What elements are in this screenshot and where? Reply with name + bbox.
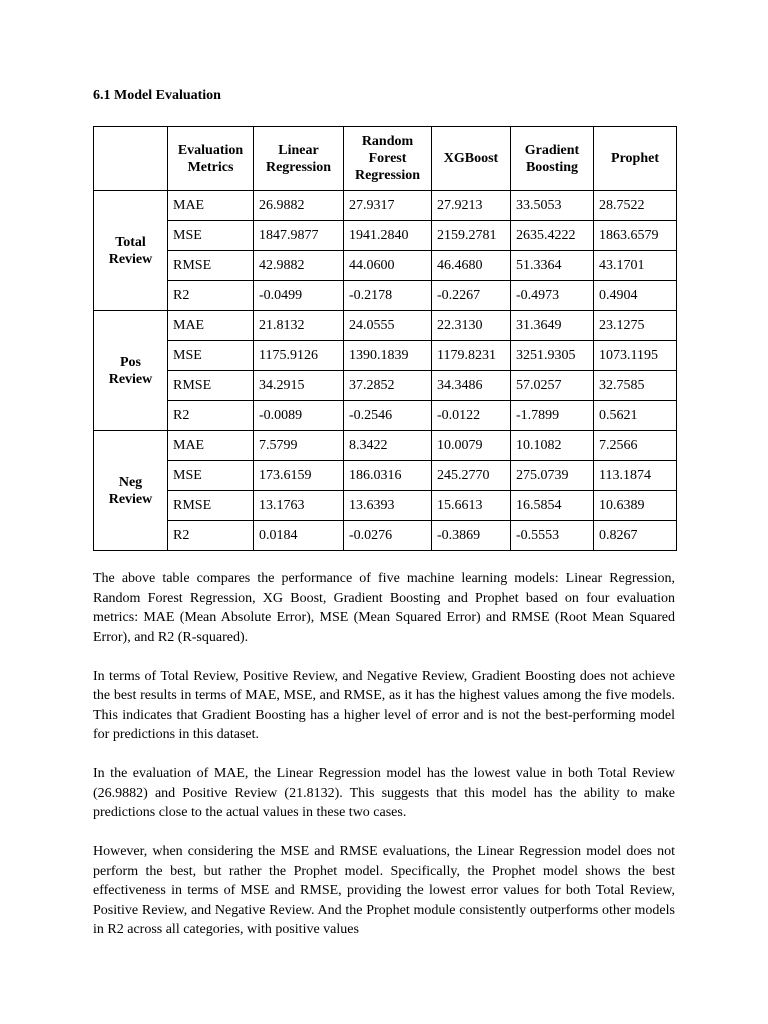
value-cell: 44.0600 xyxy=(344,251,432,281)
table-row xyxy=(94,311,677,341)
metric-cell: MSE xyxy=(168,341,254,371)
value-cell: -0.2546 xyxy=(344,401,432,431)
value-cell: 2635.4222 xyxy=(511,221,594,251)
value-cell: 51.3364 xyxy=(511,251,594,281)
value-cell: 16.5854 xyxy=(511,491,594,521)
metric-cell: MAE xyxy=(168,311,254,341)
value-cell: 42.9882 xyxy=(254,251,344,281)
metric-cell: RMSE xyxy=(168,371,254,401)
value-cell: 13.1763 xyxy=(254,491,344,521)
value-cell: 57.0257 xyxy=(511,371,594,401)
metric-cell: RMSE xyxy=(168,491,254,521)
value-cell: 10.1082 xyxy=(511,431,594,461)
group-label: Neg Review xyxy=(94,431,168,551)
metric-cell: RMSE xyxy=(168,251,254,281)
value-cell: -0.2178 xyxy=(344,281,432,311)
group-label: Pos Review xyxy=(94,311,168,431)
value-cell: -0.0122 xyxy=(432,401,511,431)
value-cell: 1073.1195 xyxy=(594,341,677,371)
value-cell: 10.0079 xyxy=(432,431,511,461)
value-cell: -0.0276 xyxy=(344,521,432,551)
table-header-row xyxy=(94,127,677,191)
value-cell: 46.4680 xyxy=(432,251,511,281)
table-header-cell xyxy=(94,127,168,191)
value-cell: -0.4973 xyxy=(511,281,594,311)
value-cell: 113.1874 xyxy=(594,461,677,491)
value-cell: 21.8132 xyxy=(254,311,344,341)
metric-cell: MAE xyxy=(168,191,254,221)
paragraph: However, when considering the MSE and RMSE evaluations, the Linear Regression model does not perform the best, but rather the Prophet model. Specifically, the Prophet model shows the best effectiveness in terms of MSE and RMSE, providing the lowest error values for both Total Review, Positive Review, and Negative Review. And the Prophet module consistently outperforms other models in R2 across all categories, with positive values xyxy=(93,844,675,937)
value-cell: 10.6389 xyxy=(594,491,677,521)
value-cell: 15.6613 xyxy=(432,491,511,521)
value-cell: 0.5621 xyxy=(594,401,677,431)
table-row xyxy=(94,341,677,371)
paragraph: In the evaluation of MAE, the Linear Regression model has the lowest value in both Total Review (26.9882) and Positive Review (21.8132). This suggests that this model has the ability to make predictions close to the actual values in these two cases. xyxy=(93,766,675,820)
table-row xyxy=(94,251,677,281)
value-cell: -1.7899 xyxy=(511,401,594,431)
value-cell: 13.6393 xyxy=(344,491,432,521)
value-cell: -0.0089 xyxy=(254,401,344,431)
table-header-cell: Prophet xyxy=(594,127,677,191)
metric-cell: MSE xyxy=(168,461,254,491)
table-row xyxy=(94,221,677,251)
value-cell: 27.9213 xyxy=(432,191,511,221)
value-cell: 34.3486 xyxy=(432,371,511,401)
value-cell: -0.0499 xyxy=(254,281,344,311)
table-header-cell: Gradient Boosting xyxy=(511,127,594,191)
section-heading: 6.1 Model Evaluation xyxy=(93,88,221,103)
value-cell: 22.3130 xyxy=(432,311,511,341)
value-cell: 186.0316 xyxy=(344,461,432,491)
table-row xyxy=(94,371,677,401)
value-cell: 31.3649 xyxy=(511,311,594,341)
value-cell: 245.2770 xyxy=(432,461,511,491)
value-cell: -0.3869 xyxy=(432,521,511,551)
value-cell: 27.9317 xyxy=(344,191,432,221)
value-cell: 1847.9877 xyxy=(254,221,344,251)
table-header-cell: Random Forest Regression xyxy=(344,127,432,191)
metric-cell: MAE xyxy=(168,431,254,461)
value-cell: -0.5553 xyxy=(511,521,594,551)
table-row xyxy=(94,521,677,551)
value-cell: -0.2267 xyxy=(432,281,511,311)
table-row xyxy=(94,281,677,311)
value-cell: 7.2566 xyxy=(594,431,677,461)
value-cell: 32.7585 xyxy=(594,371,677,401)
value-cell: 173.6159 xyxy=(254,461,344,491)
value-cell: 37.2852 xyxy=(344,371,432,401)
paragraph: In terms of Total Review, Positive Review, and Negative Review, Gradient Boosting does not achieve the best results in terms of MAE, MSE, and RMSE, as it has the highest values among the five models. This indicates that Gradient Boosting has a higher level of error and is not the best-performing model for predictions in this dataset. xyxy=(93,668,675,742)
metric-cell: R2 xyxy=(168,401,254,431)
value-cell: 1175.9126 xyxy=(254,341,344,371)
group-label: Total Review xyxy=(94,191,168,311)
value-cell: 34.2915 xyxy=(254,371,344,401)
paragraph: The above table compares the performance of five machine learning models: Linear Regression, Random Forest Regression, XG Boost, Gradient Boosting and Prophet based on four evaluation metrics: MAE (Mean Absolute Error), MSE (Mean Squared Error) and RMSE (Root Mean Squared Error), and R2 (R-squared). xyxy=(93,571,675,645)
value-cell: 0.0184 xyxy=(254,521,344,551)
table-row xyxy=(94,461,677,491)
value-cell: 1863.6579 xyxy=(594,221,677,251)
body-text xyxy=(93,569,675,959)
table-row xyxy=(94,401,677,431)
value-cell: 43.1701 xyxy=(594,251,677,281)
table-row xyxy=(94,191,677,221)
value-cell: 1941.2840 xyxy=(344,221,432,251)
metric-cell: R2 xyxy=(168,521,254,551)
value-cell: 7.5799 xyxy=(254,431,344,461)
value-cell: 1179.8231 xyxy=(432,341,511,371)
value-cell: 8.3422 xyxy=(344,431,432,461)
table-header-cell: Linear Regression xyxy=(254,127,344,191)
value-cell: 33.5053 xyxy=(511,191,594,221)
metric-cell: R2 xyxy=(168,281,254,311)
value-cell: 23.1275 xyxy=(594,311,677,341)
value-cell: 24.0555 xyxy=(344,311,432,341)
value-cell: 1390.1839 xyxy=(344,341,432,371)
value-cell: 26.9882 xyxy=(254,191,344,221)
value-cell: 28.7522 xyxy=(594,191,677,221)
table-row xyxy=(94,431,677,461)
value-cell: 2159.2781 xyxy=(432,221,511,251)
value-cell: 275.0739 xyxy=(511,461,594,491)
evaluation-table xyxy=(93,126,677,551)
table-row xyxy=(94,491,677,521)
table-header-cell: Evaluation Metrics xyxy=(168,127,254,191)
value-cell: 3251.9305 xyxy=(511,341,594,371)
table-header-cell: XGBoost xyxy=(432,127,511,191)
value-cell: 0.8267 xyxy=(594,521,677,551)
value-cell: 0.4904 xyxy=(594,281,677,311)
metric-cell: MSE xyxy=(168,221,254,251)
